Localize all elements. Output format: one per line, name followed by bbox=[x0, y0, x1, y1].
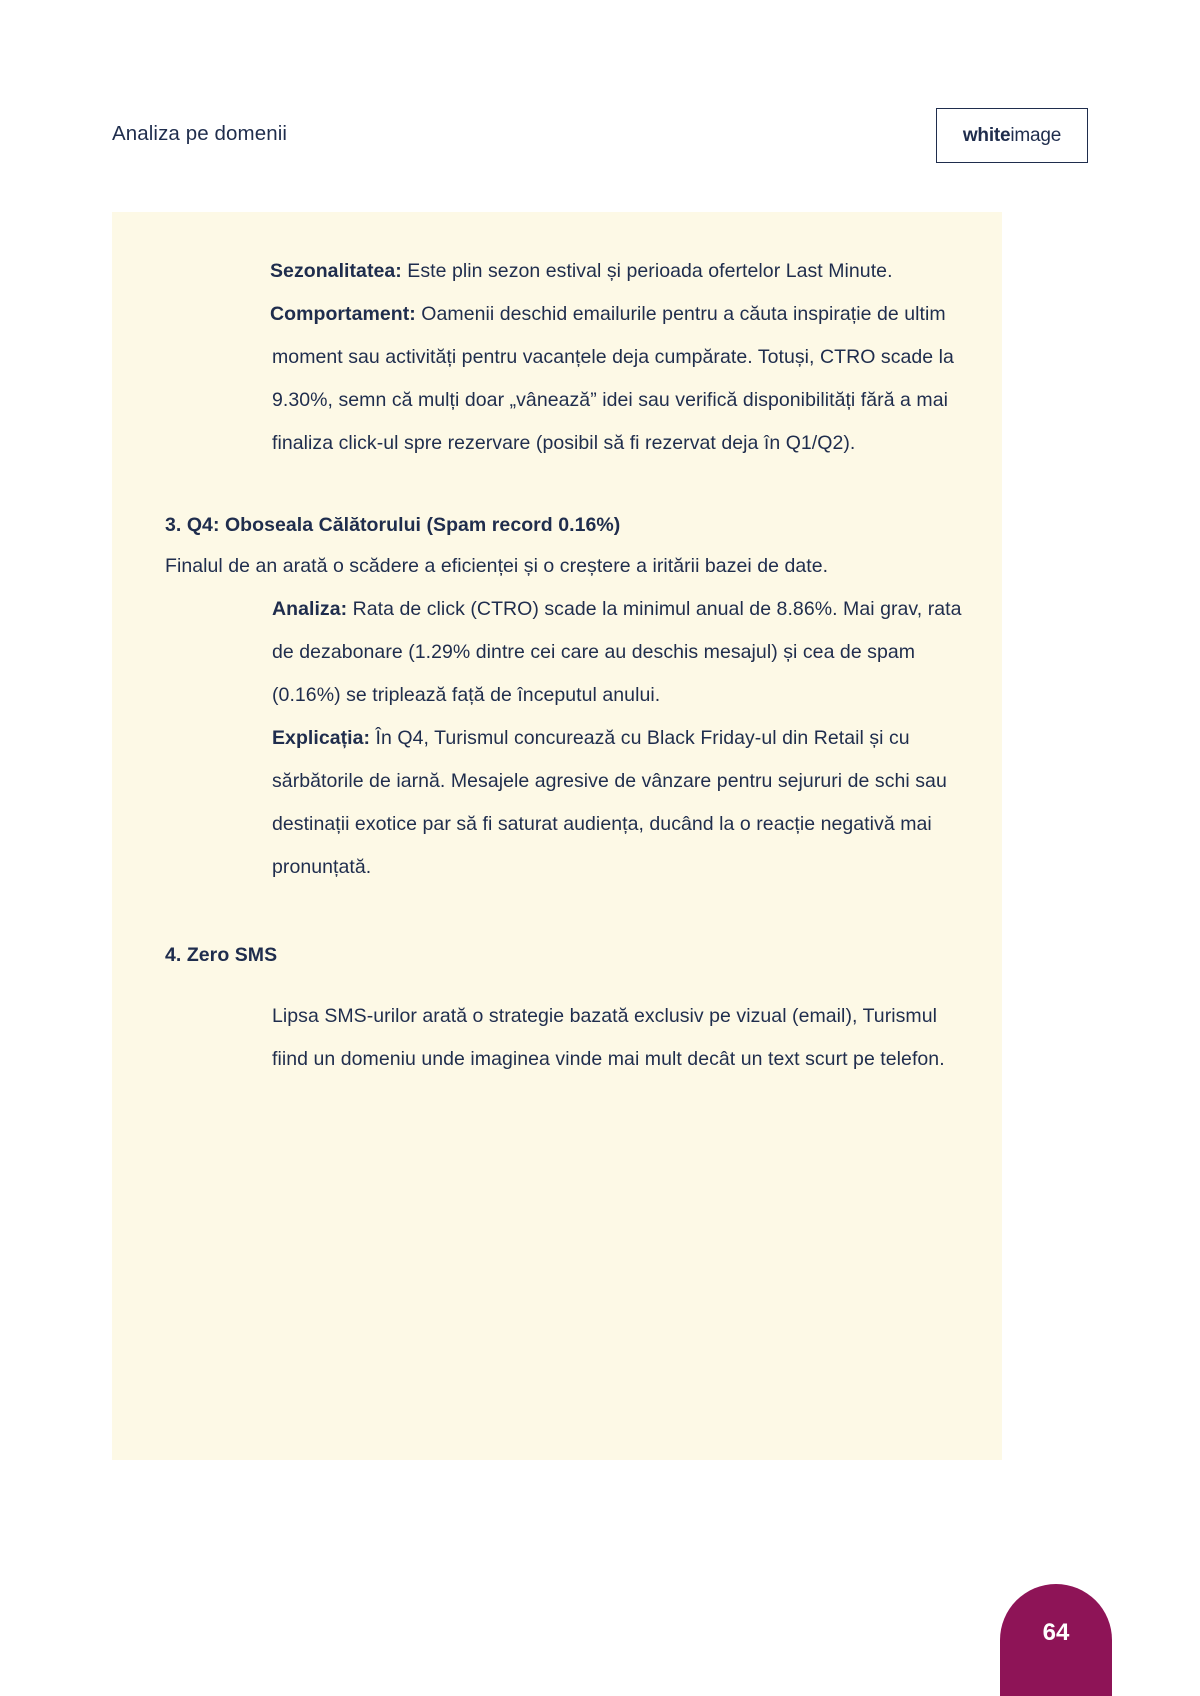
content-body bbox=[140, 250, 972, 1081]
whiteimage-logo bbox=[936, 108, 1088, 163]
text-sezonalitatea: Este plin sezon estival și perioada ofertelor Last Minute. bbox=[401, 260, 893, 282]
logo-bold-part: white bbox=[962, 124, 1011, 146]
spacer bbox=[140, 889, 972, 935]
paragraph-finalul-de-an: Finalul de an arată o scădere a eficienței și o creștere a iritării bazei de date. bbox=[165, 555, 829, 577]
spacer bbox=[140, 465, 972, 505]
text-analiza: Rata de click (CTRO) scade la minimul anual de 8.86%. Mai grav, rata de dezabonare (1.29% dintre cei care au deschis mesajul) și cea de spam (0.16%) se triplează față de începutul anului. bbox=[272, 598, 962, 706]
text-comportament: Oamenii deschid emailurile pentru a căuta inspirație de ultim moment sau activități pentru vacanțele deja cumpărate. Totuși, CTRO scade la 9.30%, semn că mulți doar „vânează” idei sau verifică disponibilități fără a mai finaliza click-ul spre rezervare (posibil să fi rezervat deja în Q1/Q2). bbox=[272, 303, 954, 454]
logo-text bbox=[963, 125, 1061, 147]
label-explicatia: Explicația: bbox=[272, 727, 371, 749]
paragraph-explicatia bbox=[272, 717, 972, 889]
page-number: 64 bbox=[1042, 1619, 1070, 1646]
label-comportament: Comportament: bbox=[270, 303, 416, 325]
text-explicatia: În Q4, Turismul concurează cu Black Friday-ul din Retail și cu sărbătorile de iarnă. Mesajele agresive de vânzare pentru sejururi de schi sau destinații exotice par să fi saturat audiența, ducând la o reacție negativă mai pronunțată. bbox=[272, 727, 947, 878]
label-analiza: Analiza: bbox=[272, 598, 348, 620]
label-sezonalitatea: Sezonalitatea: bbox=[270, 260, 402, 282]
paragraph-sezonalitatea bbox=[272, 250, 972, 293]
logo-light-part: image bbox=[1010, 124, 1062, 146]
paragraph-analiza bbox=[272, 588, 972, 717]
paragraph-zero-sms: Lipsa SMS-urilor arată o strategie bazată exclusiv pe vizual (email), Turismul fiind un domeniu unde imaginea vinde mai mult decât un text scurt pe telefon. bbox=[272, 1005, 945, 1070]
page-number-badge bbox=[1000, 1584, 1112, 1696]
page-header bbox=[112, 108, 1088, 164]
header-title: Analiza pe domenii bbox=[112, 122, 288, 145]
heading-q4: 3. Q4: Oboseala Călătorului (Spam record 0.16%) bbox=[165, 514, 621, 536]
spacer bbox=[140, 975, 972, 995]
heading-zero-sms: 4. Zero SMS bbox=[165, 944, 278, 966]
paragraph-comportament bbox=[272, 293, 972, 465]
content-panel bbox=[112, 212, 1002, 1460]
